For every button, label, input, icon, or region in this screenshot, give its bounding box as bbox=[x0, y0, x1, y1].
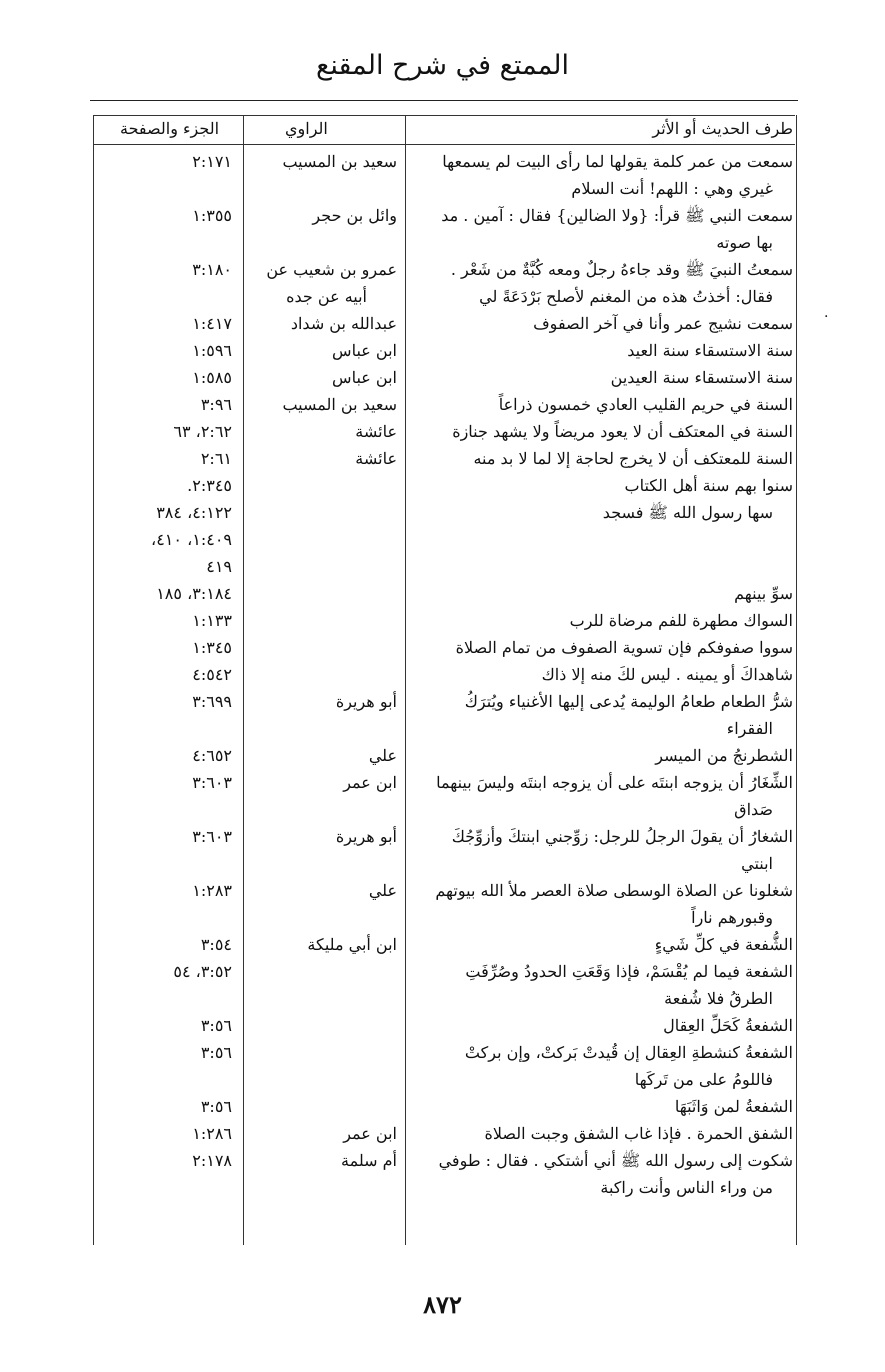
narrator-cell-line: عائشة bbox=[355, 422, 397, 441]
table-row bbox=[0, 1147, 885, 1201]
volume-page-cell-line: ٤:٥٤٢ bbox=[192, 665, 232, 684]
table-header-top-rule bbox=[93, 115, 795, 116]
narrator-cell bbox=[246, 202, 401, 229]
volume-page-cell-line: ٣:١٨٠ bbox=[192, 260, 232, 279]
hadith-text-cell bbox=[450, 256, 793, 310]
volume-page-cell-line: ٣:٥٤ bbox=[200, 935, 232, 954]
table-row bbox=[0, 877, 885, 931]
volume-page-cell-line: ٢:١٧٨ bbox=[192, 1151, 232, 1170]
hadith-text-cell bbox=[493, 337, 793, 364]
table-row bbox=[0, 499, 885, 580]
narrator-cell-line: سعيد بن المسيب bbox=[282, 152, 397, 171]
narrator-cell-line: أبو هريرة bbox=[335, 692, 397, 711]
narrator-cell-line: سعيد بن المسيب bbox=[282, 395, 397, 414]
narrator-cell-line: عبدالله بن شداد bbox=[290, 314, 397, 333]
hadith-text-cell-line: سمعت من عمر كلمة يقولها لما رأى البيت لم يسمعها bbox=[442, 152, 793, 171]
volume-page-cell bbox=[96, 445, 232, 472]
table-row bbox=[0, 634, 885, 661]
hadith-text-cell bbox=[484, 1120, 793, 1147]
narrator-cell bbox=[246, 148, 401, 175]
table-row bbox=[0, 472, 885, 499]
volume-page-cell-line: ٣:٥٦ bbox=[200, 1016, 232, 1035]
volume-page-cell bbox=[96, 607, 232, 634]
narrator-cell bbox=[246, 877, 401, 904]
table-row bbox=[0, 1012, 885, 1039]
narrator-cell bbox=[246, 1147, 401, 1174]
stray-mark: . bbox=[824, 305, 829, 321]
volume-page-cell-line: ٢:٦١ bbox=[200, 449, 232, 468]
index-table-body bbox=[0, 148, 885, 1201]
volume-page-cell-line: ٣:٦٠٣ bbox=[192, 773, 232, 792]
table-row bbox=[0, 688, 885, 742]
hadith-text-cell-line: سنة الاستسقاء سنة العيد bbox=[627, 341, 793, 360]
volume-page-cell-line: ١:٥٩٦ bbox=[192, 341, 232, 360]
hadith-text-cell-line: السنة في المعتكف أن لا يعود مريضاً ولا يشهد جنازة bbox=[452, 422, 793, 441]
volume-page-cell-line: ١:٥٨٥ bbox=[192, 368, 232, 387]
hadith-text-cell bbox=[493, 310, 793, 337]
volume-page-cell bbox=[96, 931, 232, 958]
table-row bbox=[0, 1039, 885, 1093]
volume-page-cell-line: ٣:٥٦ bbox=[200, 1043, 232, 1062]
hadith-text-cell-line: شغلونا عن الصلاة الوسطى صلاة العصر ملأ الله بيوتهم bbox=[435, 881, 793, 900]
table-row bbox=[0, 1093, 885, 1120]
narrator-cell-line: أبيه عن جده bbox=[286, 287, 367, 306]
volume-page-cell-line: ٣:٦٠٣ bbox=[192, 827, 232, 846]
narrator-cell bbox=[246, 310, 401, 337]
volume-page-cell bbox=[96, 310, 232, 337]
hadith-text-cell-line: السواك مطهرة للفم مرضاة للرب bbox=[569, 611, 793, 630]
hadith-text-cell-line: من وراء الناس وأنت راكبة bbox=[600, 1178, 773, 1197]
table-row bbox=[0, 607, 885, 634]
header-rule bbox=[90, 100, 798, 101]
hadith-text-cell-line: شرُّ الطعام طعامُ الوليمة يُدعى إليها الأغنياء ويُترَكُ bbox=[464, 692, 793, 711]
hadith-text-cell-line: ابنتي bbox=[741, 854, 773, 873]
table-row bbox=[0, 202, 885, 256]
hadith-text-cell-line: بها صوته bbox=[716, 233, 773, 252]
hadith-text-cell-line: سمعت النبي ﷺ قرأ: {ولا الضالين} فقال : آمين . مد bbox=[441, 206, 793, 225]
narrator-cell-line: ابن عباس bbox=[332, 368, 397, 387]
volume-page-cell bbox=[96, 1039, 232, 1066]
hadith-text-cell-line: الشفعة فيما لم يُقْسَمْ، فإذا وَقَعَتِ الحدودُ وصُرِّفَتِ bbox=[465, 962, 793, 981]
hadith-text-cell-line: الشفعةُ كَحَلِّ العِقال bbox=[663, 1016, 793, 1035]
header-page-column: الجزء والصفحة bbox=[120, 119, 220, 138]
hadith-text-cell-line: الشفعةُ لمن وَاثَبَهَا bbox=[674, 1097, 793, 1116]
hadith-text-cell-line: سوِّ بينهم bbox=[734, 584, 793, 603]
hadith-text-cell bbox=[435, 877, 793, 931]
volume-page-cell-line: ٢:٦٢، ٦٣ bbox=[173, 422, 232, 441]
table-row bbox=[0, 580, 885, 607]
volume-page-cell bbox=[96, 499, 232, 580]
narrator-cell bbox=[246, 337, 401, 364]
hadith-text-cell bbox=[493, 472, 793, 499]
narrator-cell-line: علي bbox=[368, 746, 397, 765]
hadith-text-cell bbox=[464, 688, 793, 742]
narrator-cell-line: عائشة bbox=[355, 449, 397, 468]
volume-page-cell-line: ٢:١٧١ bbox=[192, 152, 232, 171]
hadith-text-cell bbox=[436, 769, 793, 823]
hadith-text-cell-line: صَداق bbox=[734, 800, 773, 819]
volume-page-cell-line: ١:٢٨٦ bbox=[192, 1124, 232, 1143]
volume-page-cell bbox=[96, 958, 232, 985]
hadith-text-cell-line: شاهداكَ أو يمينه . ليس لكَ منه إلا ذاك bbox=[541, 665, 793, 684]
hadith-text-cell-line: سنة الاستسقاء سنة العيدين bbox=[610, 368, 793, 387]
hadith-text-cell-line: الشغارُ أن يقولَ الرجلُ للرجل: زوِّجني ابنتكَ وأزوِّجُكَ bbox=[451, 827, 793, 846]
header-narrator-column: الراوي bbox=[285, 119, 328, 138]
table-row bbox=[0, 391, 885, 418]
hadith-text-cell-line: سها رسول الله ﷺ فسجد bbox=[602, 503, 773, 522]
narrator-cell bbox=[246, 1120, 401, 1147]
volume-page-cell-line: ١:١٣٣ bbox=[192, 611, 232, 630]
hadith-text-cell bbox=[493, 391, 793, 418]
volume-page-cell-line: ٣:٥٦ bbox=[200, 1097, 232, 1116]
narrator-cell bbox=[246, 391, 401, 418]
hadith-text-cell-line: الشطرنجُ من الميسر bbox=[655, 746, 793, 765]
volume-page-cell bbox=[96, 688, 232, 715]
volume-page-cell-line: ١:٤٠٩، ٤١٠، bbox=[151, 530, 232, 549]
narrator-cell-line: عمرو بن شعيب عن bbox=[266, 260, 397, 279]
volume-page-cell bbox=[96, 148, 232, 175]
table-row bbox=[0, 661, 885, 688]
header-text-column: طرف الحديث أو الأثر bbox=[652, 119, 793, 138]
hadith-text-cell-line: الشِّغَارُ أن يزوجه ابنتَه على أن يزوجه ابنتَه وليسَ بينهما bbox=[436, 773, 793, 792]
hadith-text-cell bbox=[493, 364, 793, 391]
hadith-text-cell bbox=[451, 823, 793, 877]
volume-page-cell-line: ٤١٩ bbox=[206, 557, 232, 576]
volume-page-cell bbox=[96, 1012, 232, 1039]
narrator-cell bbox=[246, 931, 401, 958]
hadith-text-cell-line: سووا صفوفكم فإن تسوية الصفوف من تمام الصلاة bbox=[455, 638, 793, 657]
hadith-text-cell-line: الشُّفعة في كلِّ شَيءٍ bbox=[654, 935, 793, 954]
volume-page-cell bbox=[96, 661, 232, 688]
volume-page-cell-line: ٣:٥٢، ٥٤ bbox=[173, 962, 232, 981]
volume-page-cell-line: ٣:١٨٤، ١٨٥ bbox=[156, 584, 232, 603]
volume-page-cell bbox=[96, 580, 232, 607]
hadith-text-cell-line: السنة في حريم القليب العادي خمسون ذراعاً bbox=[498, 395, 793, 414]
hadith-text-cell-line: سمعتُ النبيَ ﷺ وقد جاءهُ رجلٌ ومعه كُبَّةٌ من شَعْر . bbox=[450, 260, 793, 279]
table-row bbox=[0, 337, 885, 364]
hadith-text-cell-line: سنوا بهم سنة أهل الكتاب bbox=[624, 476, 793, 495]
volume-page-cell-line: ١:٣٥٥ bbox=[192, 206, 232, 225]
hadith-text-cell-line: الطرقُ فلا شُفعة bbox=[664, 989, 773, 1008]
volume-page-cell bbox=[96, 256, 232, 283]
volume-page-cell bbox=[96, 769, 232, 796]
hadith-text-cell bbox=[493, 931, 793, 958]
hadith-text-cell bbox=[473, 445, 793, 472]
hadith-text-cell bbox=[455, 634, 793, 661]
hadith-text-cell bbox=[493, 661, 793, 688]
table-row bbox=[0, 958, 885, 1012]
table-row bbox=[0, 445, 885, 472]
volume-page-cell bbox=[96, 472, 232, 499]
narrator-cell bbox=[246, 418, 401, 445]
table-row bbox=[0, 742, 885, 769]
narrator-cell bbox=[246, 823, 401, 850]
narrator-cell-line: وائل بن حجر bbox=[312, 206, 397, 225]
hadith-text-cell bbox=[464, 1039, 793, 1093]
hadith-text-cell bbox=[438, 1147, 793, 1201]
volume-page-cell-line: ٣:٦٩٩ bbox=[192, 692, 232, 711]
narrator-cell-line: أم سلمة bbox=[341, 1151, 397, 1170]
narrator-cell-line: أبو هريرة bbox=[335, 827, 397, 846]
hadith-text-cell bbox=[442, 148, 793, 202]
volume-page-cell-line: ١:٢٨٣ bbox=[192, 881, 232, 900]
table-row bbox=[0, 769, 885, 823]
hadith-text-cell bbox=[441, 202, 793, 256]
volume-page-cell-line: ٢:٣٤٥. bbox=[187, 476, 232, 495]
volume-page-cell bbox=[96, 1147, 232, 1174]
hadith-text-cell bbox=[452, 418, 793, 445]
volume-page-cell-line: ٣:٩٦ bbox=[200, 395, 232, 414]
hadith-text-cell bbox=[493, 742, 793, 769]
narrator-cell-line: علي bbox=[368, 881, 397, 900]
table-row bbox=[0, 1120, 885, 1147]
volume-page-cell bbox=[96, 391, 232, 418]
hadith-text-cell bbox=[493, 1012, 793, 1039]
volume-page-cell-line: ١:٤١٧ bbox=[192, 314, 232, 333]
hadith-text-cell bbox=[493, 499, 793, 526]
narrator-cell-line: ابن عمر bbox=[343, 773, 397, 792]
hadith-text-cell-line: سمعت نشيج عمر وأنا في آخر الصفوف bbox=[533, 314, 793, 333]
page-number: ٨٧٢ bbox=[423, 1290, 462, 1319]
volume-page-cell-line: ١:٣٤٥ bbox=[192, 638, 232, 657]
hadith-text-cell bbox=[493, 607, 793, 634]
narrator-cell-line: ابن عمر bbox=[343, 1124, 397, 1143]
table-row bbox=[0, 931, 885, 958]
table-row bbox=[0, 418, 885, 445]
hadith-text-cell-line: غيري وهي : اللهم! أنت السلام bbox=[571, 179, 773, 198]
table-row bbox=[0, 256, 885, 310]
hadith-text-cell-line: وقبورهم ناراً bbox=[691, 908, 773, 927]
table-row bbox=[0, 148, 885, 202]
volume-page-cell bbox=[96, 877, 232, 904]
volume-page-cell bbox=[96, 1093, 232, 1120]
hadith-text-cell-line: الفقراء bbox=[726, 719, 773, 738]
narrator-cell-line: ابن عباس bbox=[332, 341, 397, 360]
hadith-text-cell bbox=[465, 958, 793, 1012]
volume-page-cell bbox=[96, 742, 232, 769]
volume-page-cell-line: ٤:١٢٢، ٣٨٤ bbox=[156, 503, 232, 522]
narrator-cell bbox=[246, 769, 401, 796]
table-row bbox=[0, 310, 885, 337]
narrator-cell bbox=[246, 364, 401, 391]
narrator-cell bbox=[246, 742, 401, 769]
volume-page-cell bbox=[96, 202, 232, 229]
hadith-text-cell bbox=[493, 580, 793, 607]
hadith-text-cell bbox=[493, 1093, 793, 1120]
narrator-cell bbox=[246, 445, 401, 472]
narrator-cell-line: ابن أبي مليكة bbox=[307, 935, 397, 954]
hadith-text-cell-line: الشفعةُ كنشطةِ العِقال إن قُيدتْ بَركتْ، وإن بركتْ bbox=[464, 1043, 793, 1062]
volume-page-cell-line: ٤:٦٥٢ bbox=[192, 746, 232, 765]
table-row bbox=[0, 823, 885, 877]
running-header-title: الممتع في شرح المقنع bbox=[315, 50, 570, 81]
volume-page-cell bbox=[96, 634, 232, 661]
table-header-bottom-rule bbox=[93, 144, 795, 145]
narrator-cell bbox=[246, 256, 401, 310]
narrator-cell bbox=[246, 688, 401, 715]
volume-page-cell bbox=[96, 364, 232, 391]
hadith-text-cell-line: شكوت إلى رسول الله ﷺ أني أشتكي . فقال : طوفي bbox=[438, 1151, 793, 1170]
hadith-text-cell-line: فقال: أخذتُ هذه من المغنم لأصلح بَرْدَعَةً لي bbox=[479, 287, 773, 306]
hadith-text-cell-line: السنة للمعتكف أن لا يخرج لحاجة إلا لما لا بد منه bbox=[473, 449, 793, 468]
volume-page-cell bbox=[96, 337, 232, 364]
hadith-text-cell-line: فاللومُ على من تَركَها bbox=[634, 1070, 773, 1089]
volume-page-cell bbox=[96, 1120, 232, 1147]
volume-page-cell bbox=[96, 418, 232, 445]
table-row bbox=[0, 364, 885, 391]
hadith-text-cell-line: الشفق الحمرة . فإذا غاب الشفق وجبت الصلاة bbox=[484, 1124, 793, 1143]
volume-page-cell bbox=[96, 823, 232, 850]
